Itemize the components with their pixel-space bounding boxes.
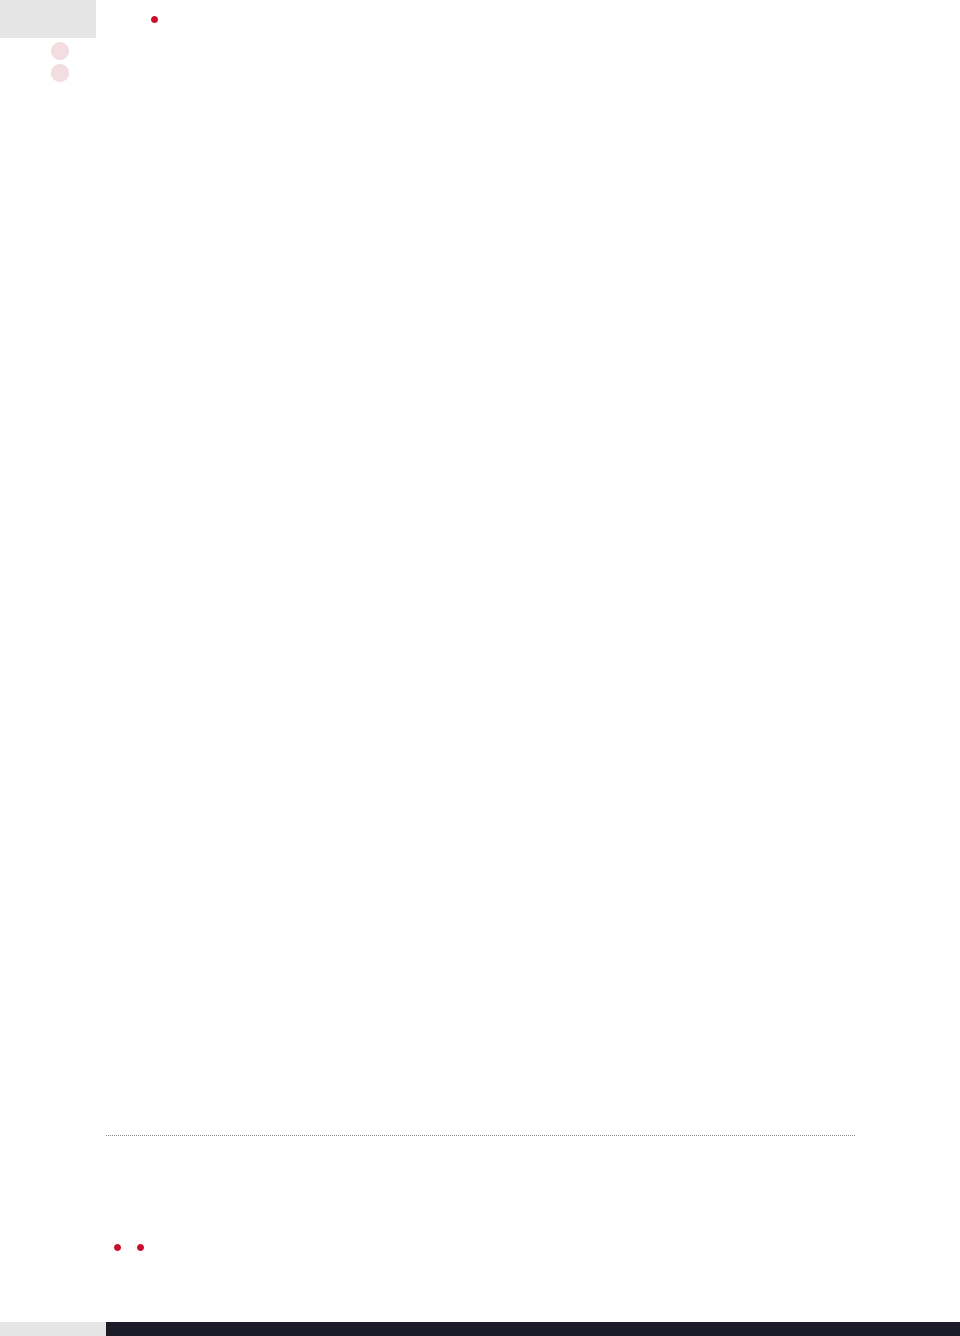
article-body — [106, 58, 855, 82]
running-header — [142, 11, 167, 26]
bullet-dot-icon — [137, 1244, 144, 1251]
dot-circle-icon — [51, 42, 69, 60]
bullet-dot-icon — [151, 16, 158, 23]
side-logo-ikar — [30, 40, 90, 92]
page-number — [0, 0, 96, 38]
footnote-divider — [106, 1135, 855, 1136]
dot-circle-icon — [51, 64, 69, 82]
bullet-dot-icon — [114, 1244, 121, 1251]
footer-bar-left — [0, 1322, 106, 1336]
page-footer — [106, 1240, 152, 1254]
footer-bar-right — [106, 1322, 960, 1336]
